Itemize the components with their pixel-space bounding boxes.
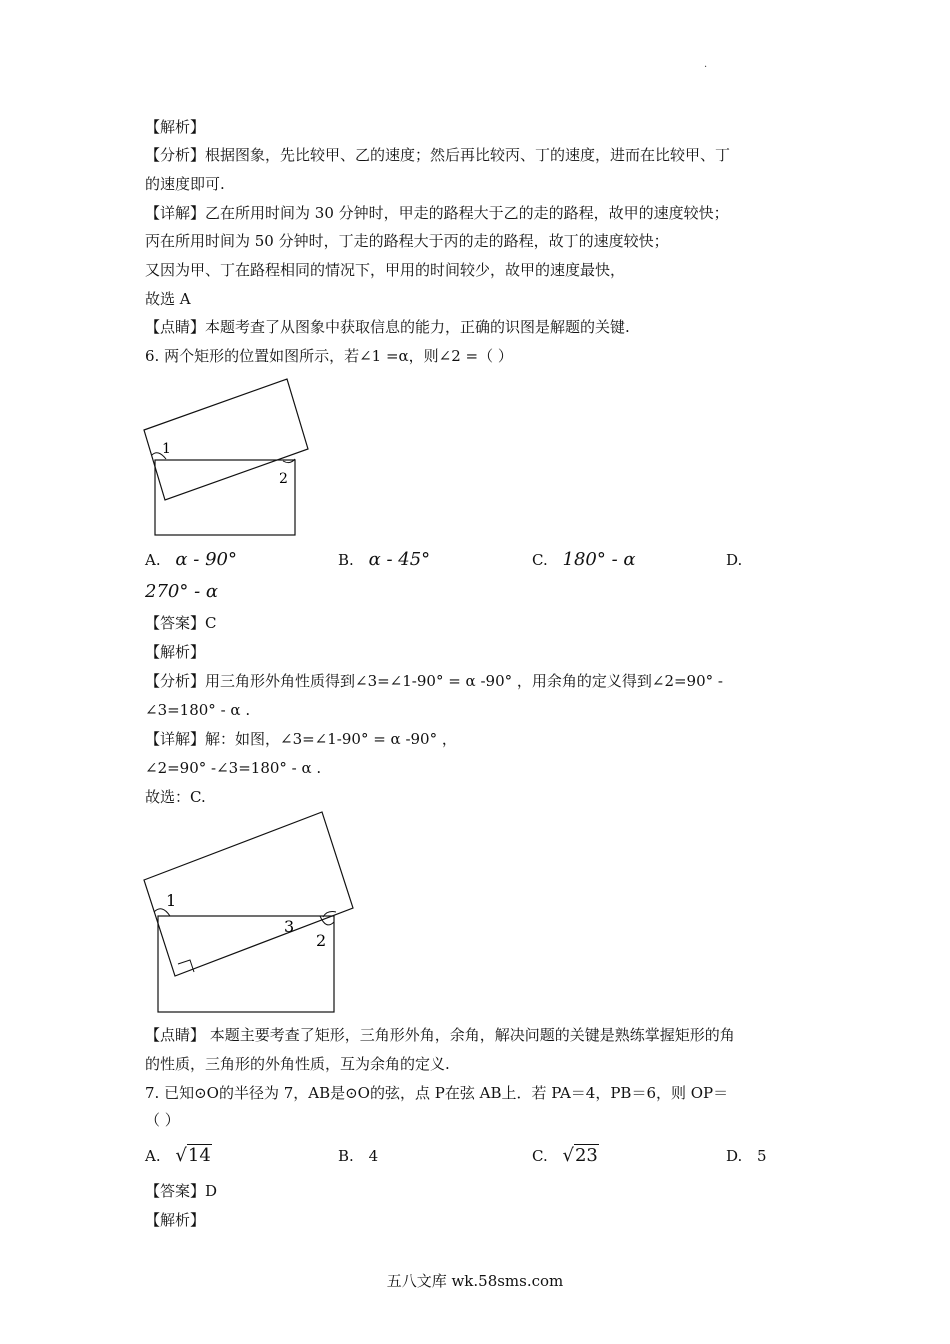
q5-analysis-line-2: 的速度即可.: [145, 175, 225, 193]
q6-option-a: [145, 550, 237, 570]
q6-option-c-label: C.: [532, 551, 548, 569]
q7-stem-line-2: （ ）: [145, 1111, 180, 1129]
fig2-lower-rectangle: [158, 916, 334, 1012]
q5-choice: 故选 A: [145, 290, 191, 308]
q7-analysis-heading: 【解析】: [145, 1211, 206, 1229]
q6-analysis-line-2: ∠3=180° - α .: [145, 701, 251, 719]
footer-watermark: 五八文库 wk.58sms.com: [386, 1272, 564, 1290]
q5-analysis-heading: 【解析】: [145, 118, 206, 136]
q6-option-c: [532, 550, 636, 570]
q7-option-b-label: B.: [338, 1147, 354, 1165]
q6-answer: 【答案】C: [145, 614, 217, 632]
q5-detail-line-1: 【详解】乙在所用时间为 30 分钟时，甲走的路程大于乙的走的路程，故甲的速度较快；: [145, 204, 729, 222]
q6-analysis-line-1: 【分析】用三角形外角性质得到∠3=∠1-90° = α -90° ，用余角的定义得到∠2=90° -: [145, 672, 723, 690]
fig1-label-1: 1: [162, 441, 171, 457]
q7-option-d-label: D.: [726, 1147, 743, 1165]
q7-option-d: [726, 1146, 767, 1166]
q5-analysis-line-1: 【分析】根据图象，先比较甲、乙的速度；然后再比较丙、丁的速度，进而在比较甲、丁: [145, 146, 731, 164]
q7-stem-line-1: 7. 已知⊙O的半径为 7，AB是⊙O的弦，点 P在弦 AB上．若 PA＝4，PB＝6，则 OP＝: [145, 1084, 729, 1102]
q7-option-a: [145, 1146, 212, 1166]
q7-option-c-sqrt: √23: [562, 1145, 598, 1166]
header-mark: ·: [704, 62, 708, 73]
fig1-lower-rectangle: [155, 460, 295, 535]
q7-option-c-radicand: 23: [574, 1145, 598, 1166]
q6-figure-rectangles: [140, 375, 320, 545]
q7-option-c-label: C.: [532, 1147, 548, 1165]
q6-option-a-label: A.: [145, 551, 161, 569]
q7-option-c: [532, 1146, 599, 1166]
q6-analysis-heading: 【解析】: [145, 643, 206, 661]
q6-option-b-label: B.: [338, 551, 354, 569]
q7-option-a-radicand: 14: [187, 1145, 211, 1166]
q7-option-a-label: A.: [145, 1147, 161, 1165]
fig2-label-1: 1: [166, 891, 177, 910]
q7-answer: 【答案】D: [145, 1182, 218, 1200]
fig2-label-3: 3: [284, 917, 295, 936]
q7-option-d-value: 5: [757, 1147, 767, 1165]
q6-option-d-value: 270° - α: [145, 581, 219, 602]
q6-option-b: [338, 550, 430, 570]
q6-comment-line-1: 【点睛】 本题主要考查了矩形，三角形外角，余角，解决问题的关键是熟练掌握矩形的角: [145, 1026, 735, 1044]
q6-option-c-value: 180° - α: [562, 549, 636, 570]
q6-solution-figure: [140, 808, 365, 1018]
q6-choice: 故选：C.: [145, 788, 206, 806]
q7-option-b-value: 4: [368, 1147, 379, 1165]
q6-option-d-label: D.: [726, 551, 743, 569]
q6-option-a-value: α - 90°: [175, 549, 237, 570]
fig1-label-2: 2: [279, 471, 288, 487]
q6-option-b-value: α - 45°: [368, 549, 431, 570]
fig2-label-2: 2: [316, 931, 327, 950]
q5-detail-line-3: 又因为甲、丁在路程相同的情况下，甲用的时间较少，故甲的速度最快，: [145, 261, 626, 279]
q7-option-b: [338, 1146, 378, 1166]
q5-detail-line-2: 丙在所用时间为 50 分钟时，丁走的路程大于丙的走的路程，故丁的速度较快；: [145, 232, 669, 250]
q6-detail-line-2: ∠2=90° -∠3=180° - α .: [145, 759, 322, 777]
q5-comment: 【点睛】本题考查了从图象中获取信息的能力，正确的识图是解题的关键.: [145, 318, 630, 336]
q6-comment-line-2: 的性质，三角形的外角性质，互为余角的定义.: [145, 1055, 450, 1073]
q7-option-a-sqrt: √14: [175, 1145, 211, 1166]
q6-detail-line-1: 【详解】解：如图，∠3=∠1-90° = α -90° ，: [145, 730, 457, 748]
q6-stem: 6. 两个矩形的位置如图所示，若∠1 =α，则∠2 =（ ）: [145, 347, 513, 365]
